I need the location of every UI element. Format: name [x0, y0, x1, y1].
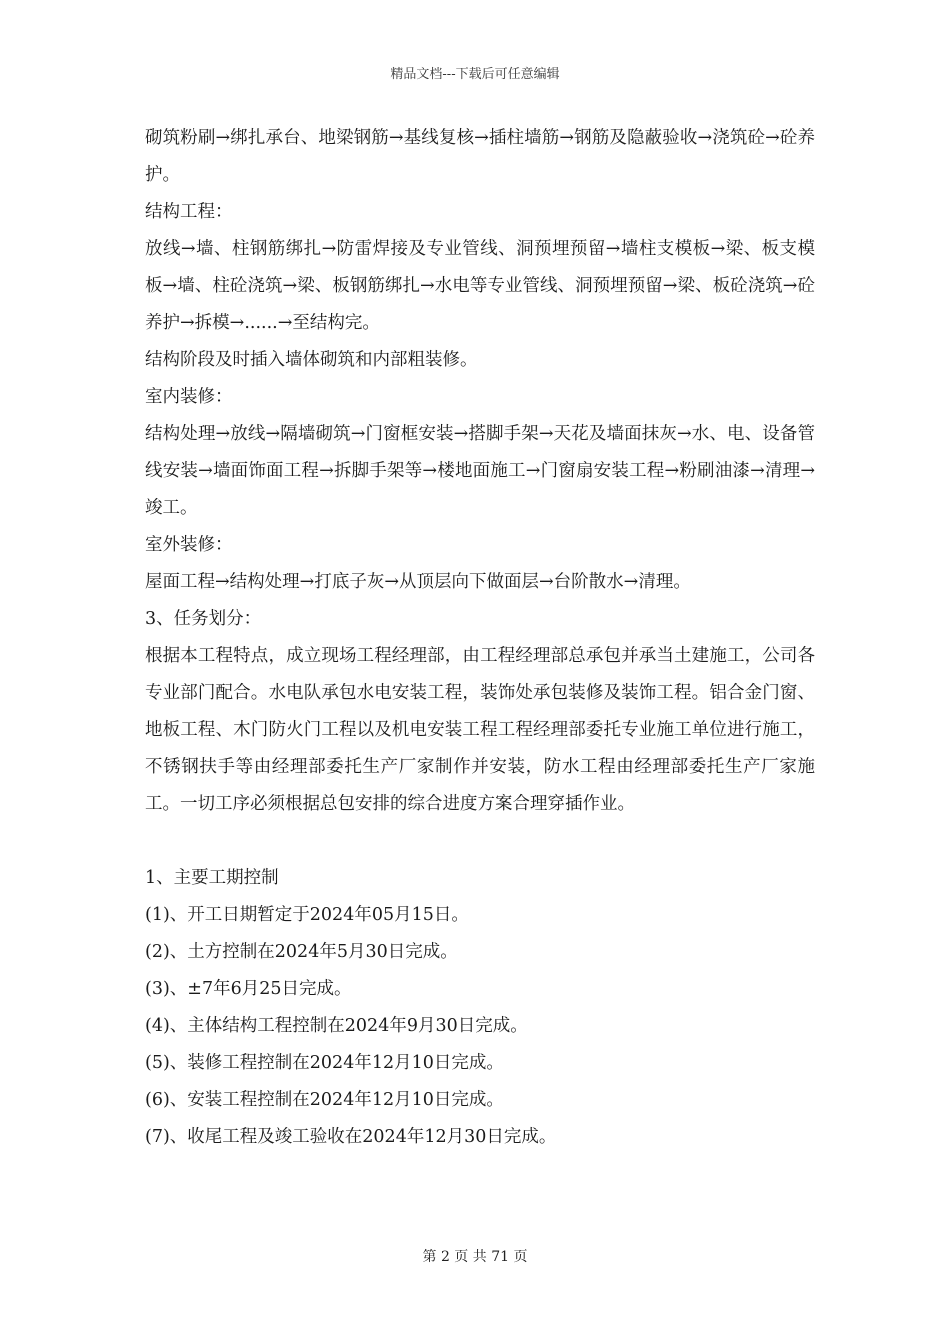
- schedule-item: (6)、安装工程控制在2024年12月10日完成。: [145, 1090, 504, 1110]
- page-footer: 第 2 页 共 71 页: [422, 1249, 528, 1265]
- schedule-item: (1)、开工日期暂定于2024年05月15日。: [145, 905, 469, 925]
- paragraph-structural-note: 结构阶段及时插入墙体砌筑和内部粗装修。: [145, 350, 478, 370]
- heading-structural-works: 结构工程：: [145, 202, 233, 222]
- paragraph-exterior-sequence: 屋面工程→结构处理→打底子灰→从顶层向下做面层→台阶散水→清理。: [145, 572, 691, 592]
- page-header: 精品文档---下载后可任意编辑: [390, 67, 560, 82]
- heading-exterior-decoration: 室外装修：: [145, 535, 233, 555]
- schedule-item: (3)、±7年6月25日完成。: [145, 979, 352, 999]
- schedule-item: (4)、主体结构工程控制在2024年9月30日完成。: [145, 1016, 528, 1036]
- schedule-item: (7)、收尾工程及竣工验收在2024年12月30日完成。: [145, 1127, 557, 1147]
- document-body: [145, 120, 815, 1156]
- heading-schedule-control: 1、主要工期控制: [145, 868, 279, 888]
- heading-interior-decoration: 室内装修：: [145, 387, 233, 407]
- paragraph-foundation-sequence: 砌筑粉刷→绑扎承台、地梁钢筋→基线复核→插柱墙筋→钢筋及隐蔽验收→浇筑砼→砼养护。: [145, 128, 815, 185]
- blank-line: [145, 823, 815, 860]
- paragraph-structural-sequence: 放线→墙、柱钢筋绑扎→防雷焊接及专业管线、洞预埋预留→墙柱支模板→梁、板支模板→墙、柱砼浇筑→梁、板钢筋绑扎→水电等专业管线、洞预埋预留→梁、板砼浇筑→砼养护→拆模→......→至结构完。: [145, 239, 815, 333]
- heading-task-division: 3、任务划分：: [145, 609, 262, 629]
- schedule-item: (5)、装修工程控制在2024年12月10日完成。: [145, 1053, 504, 1073]
- paragraph-task-division: 根据本工程特点，成立现场工程经理部，由工程经理部总承包并承当土建施工，公司各专业部门配合。水电队承包水电安装工程，装饰处承包装修及装饰工程。铝合金门窗、地板工程、木门防火门工程以及机电安装工程工程经理部委托专业施工单位进行施工，不锈钢扶手等由经理部委托生产厂家制作并安装，防水工程由经理部委托生产厂家施工。一切工序必须根据总包安排的综合进度方案合理穿插作业。: [145, 646, 815, 814]
- schedule-item: (2)、土方控制在2024年5月30日完成。: [145, 942, 458, 962]
- paragraph-interior-sequence: 结构处理→放线→隔墙砌筑→门窗框安装→搭脚手架→天花及墙面抹灰→水、电、设备管线安装→墙面饰面工程→拆脚手架等→楼地面施工→门窗扇安装工程→粉刷油漆→清理→竣工。: [145, 424, 815, 518]
